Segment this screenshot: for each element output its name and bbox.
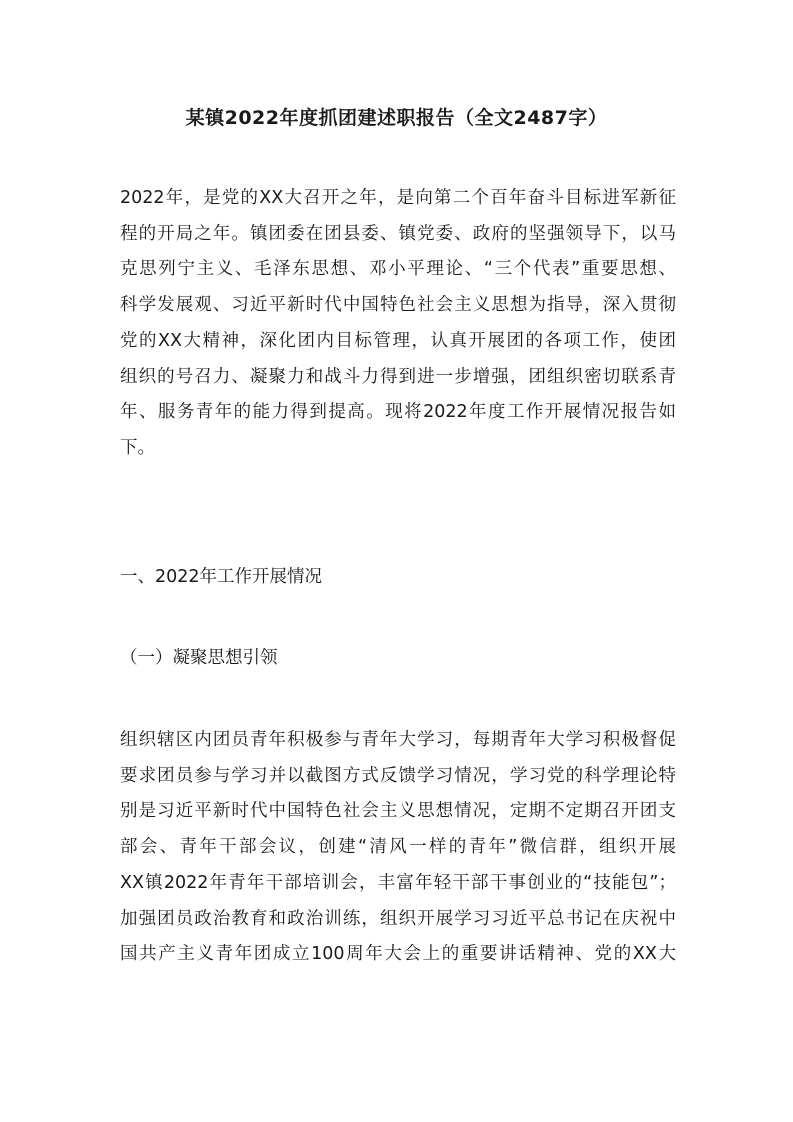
- paragraph-line: 加强团员政治教育和政治训练，组织开展学习习近平总书记在庆祝中: [120, 908, 676, 929]
- section-heading: 一、2022年工作开展情况: [120, 567, 323, 587]
- paragraph-line: 科学发展观、习近平新时代中国特色社会主义思想为指导，深入贯彻: [120, 295, 676, 316]
- paragraph-line: 部会、青年干部会议，创建“清风一样的青年”微信群，组织开展: [120, 837, 676, 858]
- paragraph-line: 组织辖区内团员青年积极参与青年大学习，每期青年大学习积极督促: [120, 730, 676, 750]
- paragraph-line: 程的开局之年。镇团委在团县委、镇党委、政府的坚强领导下，以马: [120, 223, 676, 244]
- paragraph-line: 2022年，是党的XX大召开之年，是向第二个百年奋斗目标进军新征: [120, 188, 676, 208]
- paragraph-line: 下。: [120, 437, 155, 458]
- section-paragraph: [120, 723, 676, 973]
- paragraph-line: 年、服务青年的能力得到提高。现将2022年度工作开展情况报告如: [120, 402, 676, 423]
- paragraph-line: 组织的号召力、凝聚力和战斗力得到进一步增强，团组织密切联系青: [120, 366, 676, 387]
- paragraph-line: 党的XX大精神，深化团内目标管理，认真开展团的各项工作，使团: [120, 330, 676, 351]
- paragraph-line: 要求团员参与学习并以截图方式反馈学习情况，学习党的科学理论特: [120, 765, 676, 786]
- subsection-heading: （一）凝聚思想引领: [120, 648, 278, 668]
- paragraph-line: 国共产主义青年团成立100周年大会上的重要讲话精神、党的XX大: [120, 944, 676, 965]
- paragraph-line: 别是习近平新时代中国特色社会主义思想情况，定期不定期召开团支: [120, 801, 676, 822]
- paragraph-line: 克思列宁主义、毛泽东思想、邓小平理论、“三个代表”重要思想、: [120, 259, 676, 280]
- intro-paragraph: [120, 181, 676, 467]
- paragraph-line: XX镇2022年青年干部培训会，丰富年轻干部干事创业的“技能包”；: [120, 872, 676, 893]
- document-title: 某镇2022年度抓团建述职报告（全文2487字）: [185, 107, 608, 129]
